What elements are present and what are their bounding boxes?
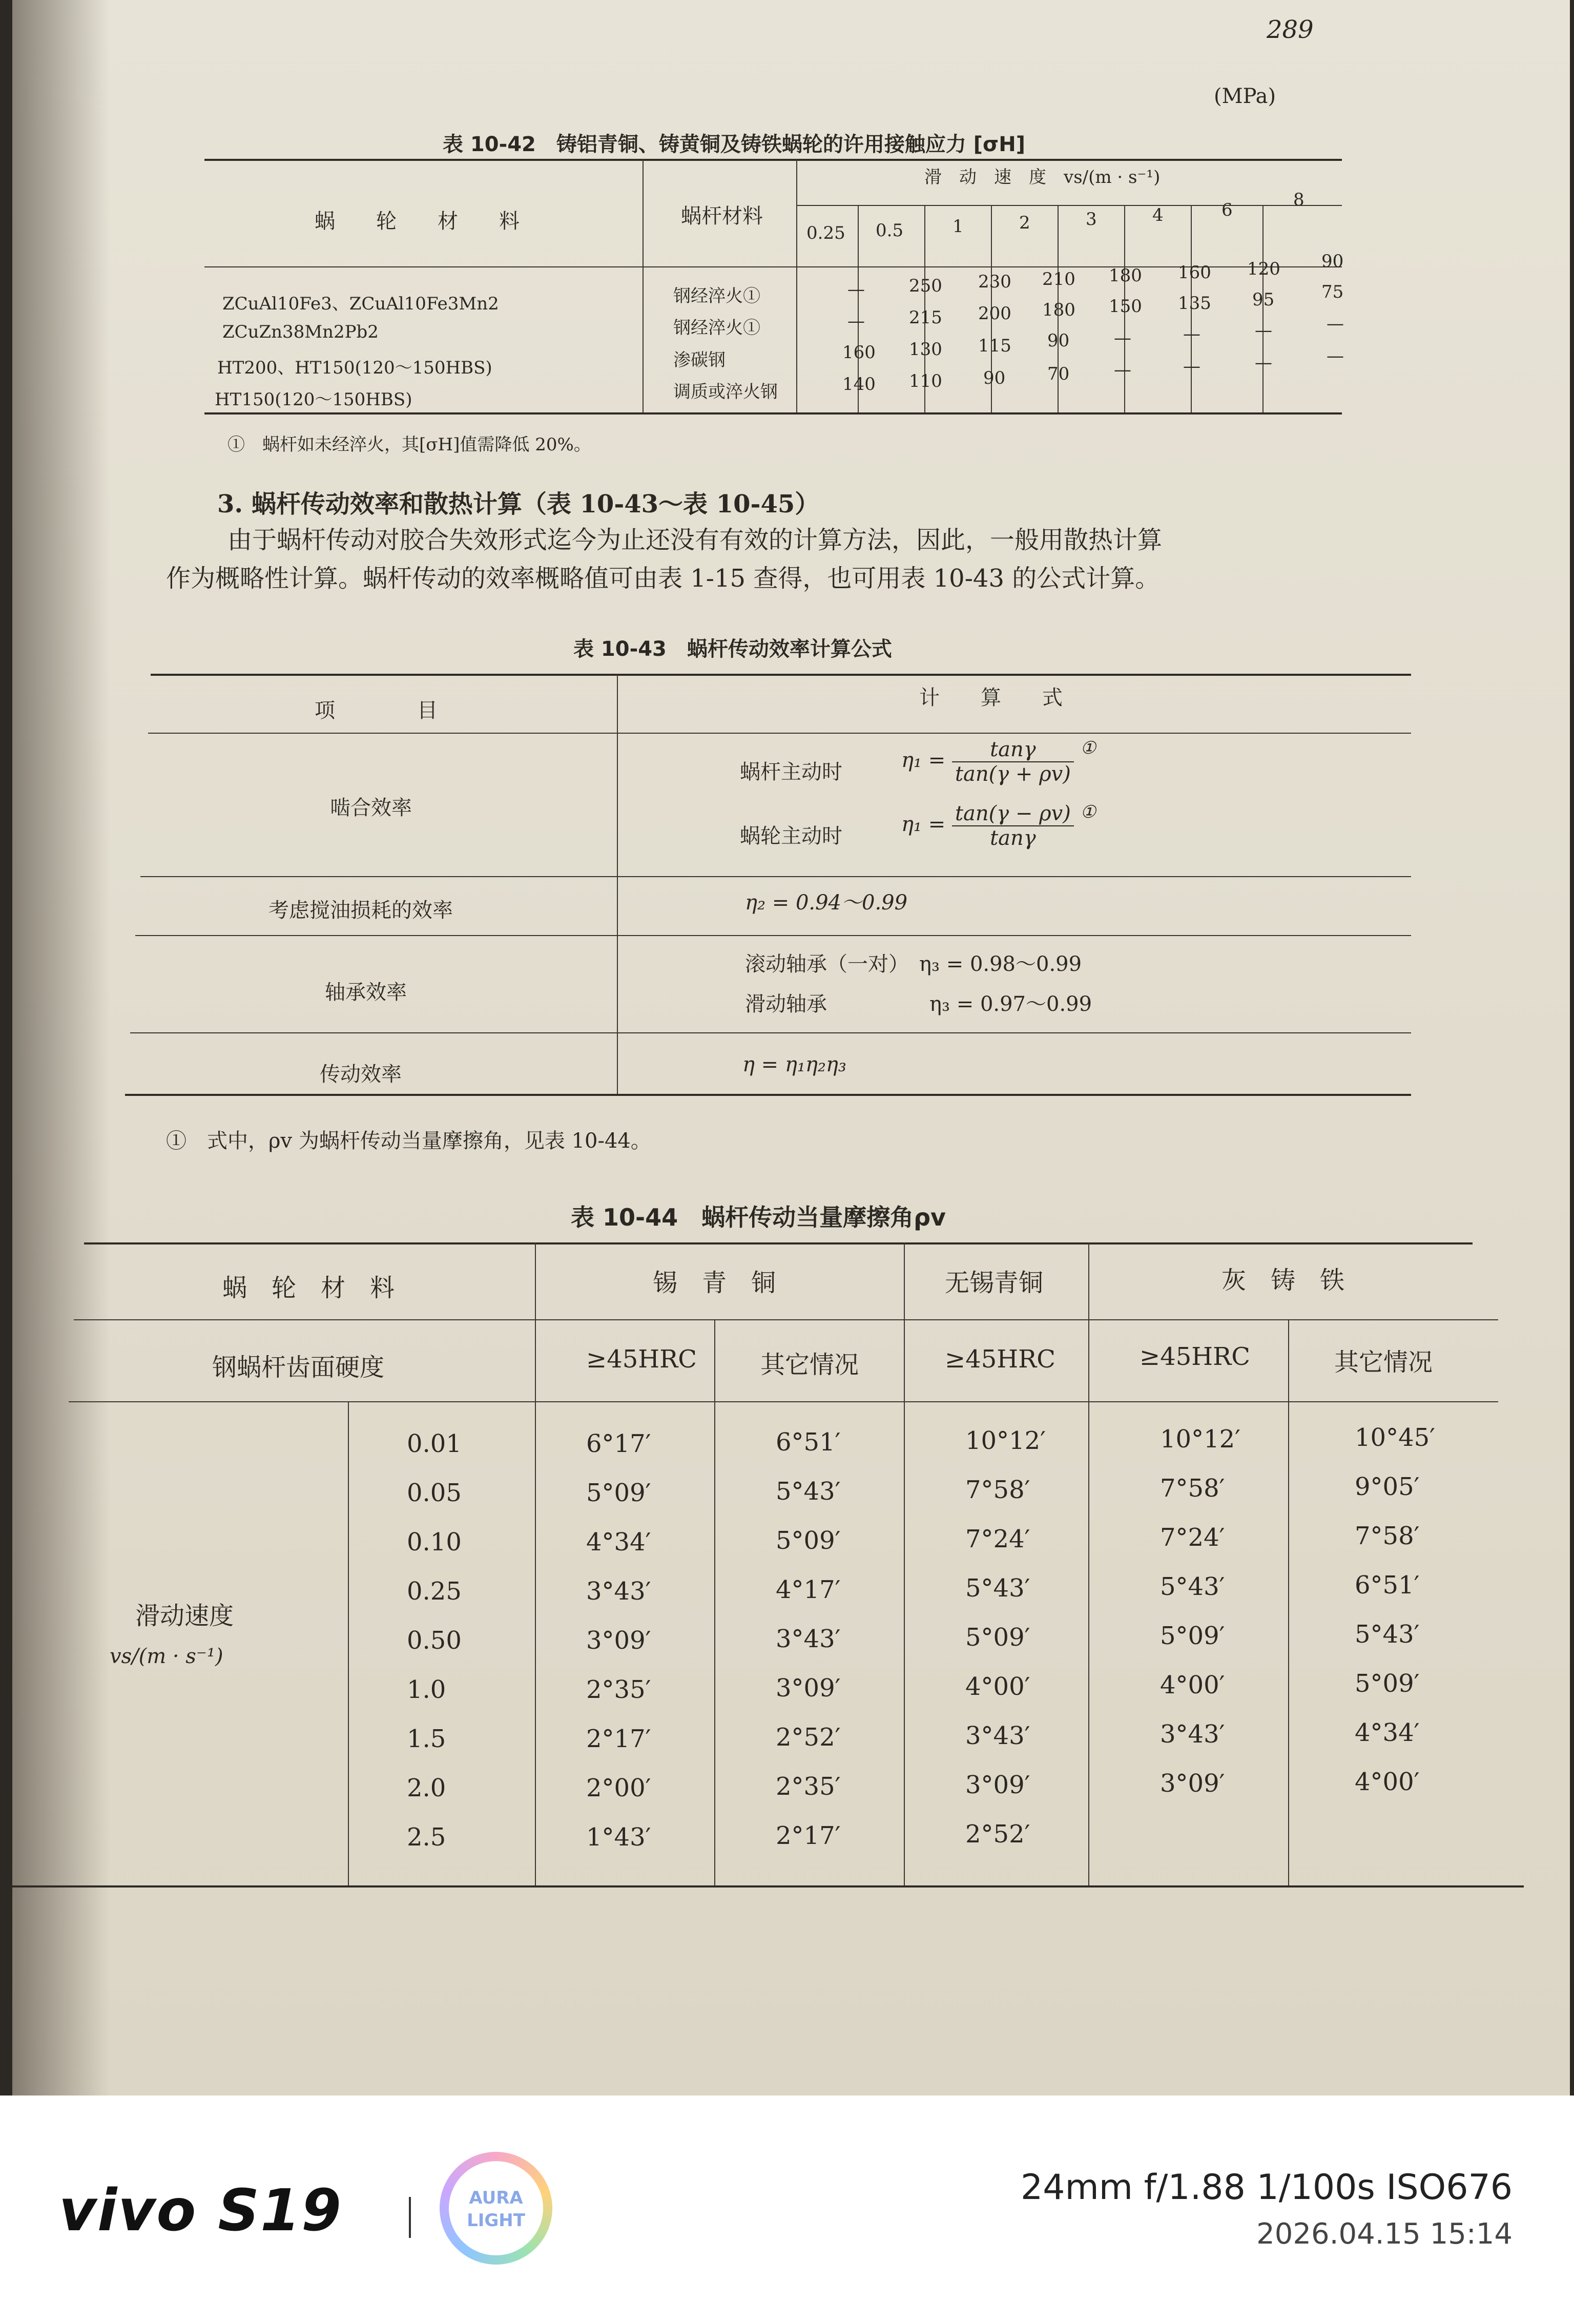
table-10-42-cell: 140 bbox=[842, 374, 876, 395]
table-10-44-top-rule bbox=[84, 1242, 1473, 1244]
table-10-43-header-formula: 计 算 式 bbox=[919, 686, 1063, 710]
speed-value-cell: 0.50 bbox=[407, 1626, 462, 1655]
table-10-42-vline bbox=[643, 159, 644, 412]
table-10-42-cell: 90 bbox=[1321, 251, 1344, 272]
table-10-42-speed-header: 6 bbox=[1221, 200, 1233, 220]
table-10-42-cell: 90 bbox=[1047, 330, 1070, 351]
friction-angle-cell: 2°00′ bbox=[586, 1774, 651, 1802]
table-10-42-material: ZCuZn38Mn2Pb2 bbox=[222, 322, 379, 342]
table-10-42-speed-header: 8 bbox=[1293, 190, 1304, 210]
friction-angle-cell: 6°17′ bbox=[586, 1429, 651, 1458]
friction-angle-cell: 3°09′ bbox=[586, 1626, 651, 1655]
friction-angle-cell: 5°43′ bbox=[1160, 1572, 1225, 1601]
friction-angle-cell: 5°09′ bbox=[1355, 1669, 1420, 1698]
speed-value-cell: 0.01 bbox=[407, 1429, 462, 1458]
table-10-42-cell: 130 bbox=[909, 339, 942, 360]
table-10-44-vline bbox=[1288, 1319, 1289, 1885]
table-10-42-cell: 210 bbox=[1042, 269, 1075, 289]
table-10-42-worm-cell: 钢经淬火① bbox=[673, 286, 760, 306]
friction-angle-cell: 3°43′ bbox=[1160, 1720, 1225, 1749]
table-10-42-note: ① 蜗杆如未经淬火，其[σH]值需降低 20%。 bbox=[227, 434, 591, 455]
table-10-42-bottom-rule bbox=[204, 412, 1342, 414]
friction-angle-cell: 2°52′ bbox=[965, 1820, 1030, 1849]
speed-value-cell: 2.0 bbox=[407, 1774, 446, 1802]
formula-denominator: tanγ bbox=[990, 826, 1036, 850]
formula-denominator: tan(γ + ρv) bbox=[955, 762, 1071, 786]
friction-angle-cell: 7°58′ bbox=[1160, 1474, 1225, 1503]
table-10-42-cell: 120 bbox=[1247, 259, 1280, 279]
camera-watermark-bar bbox=[0, 2095, 1574, 2324]
table-10-44-header-rule-2 bbox=[69, 1401, 1498, 1402]
footnote-mark: ① bbox=[1080, 738, 1096, 758]
friction-angle-cell: 5°43′ bbox=[965, 1574, 1030, 1603]
speed-value-cell: 1.0 bbox=[407, 1675, 446, 1704]
table-10-43-total-formula: η = η₁η₂η₃ bbox=[742, 1053, 846, 1076]
table-10-43-sliding-bearing: 滑动轴承 η₃ = 0.97～0.99 bbox=[745, 992, 1092, 1016]
table-10-43-row-rule bbox=[135, 935, 1411, 936]
camera-brand-logo: vivo S19 bbox=[59, 2177, 342, 2244]
table-10-44-vline bbox=[714, 1319, 715, 1885]
friction-angle-cell: 4°34′ bbox=[1355, 1718, 1420, 1747]
table-10-44-col-header: 其它情况 bbox=[1334, 1348, 1433, 1377]
friction-angle-cell: 4°34′ bbox=[586, 1528, 651, 1557]
table-10-42-unit: (MPa) bbox=[1214, 85, 1276, 108]
table-10-44-speed-unit: vs/(m · s⁻¹) bbox=[110, 1645, 223, 1668]
table-10-42-worm-cell: 钢经淬火① bbox=[673, 318, 760, 338]
table-10-42-cell: 95 bbox=[1252, 289, 1275, 310]
book-page bbox=[12, 0, 1570, 2095]
table-10-43-note: ① 式中，ρv 为蜗杆传动当量摩擦角，见表 10-44。 bbox=[166, 1129, 651, 1153]
table-10-42-cell: 250 bbox=[909, 276, 942, 296]
table-10-44-bottom-rule bbox=[12, 1885, 1524, 1887]
table-10-42-worm-cell: 调质或淬火钢 bbox=[673, 382, 778, 402]
friction-angle-cell: 4°00′ bbox=[965, 1672, 1030, 1701]
table-10-44-header-wheel-material: 蜗 轮 材 料 bbox=[222, 1274, 395, 1302]
table-10-44-col-header: 其它情况 bbox=[760, 1351, 859, 1379]
friction-angle-cell: 7°24′ bbox=[1160, 1523, 1225, 1552]
table-10-42-cell: — bbox=[1327, 346, 1344, 366]
aura-light-badge bbox=[440, 2152, 552, 2265]
formula-numerator: tan(γ − ρv) bbox=[952, 802, 1074, 826]
table-10-44-vline bbox=[904, 1242, 905, 1885]
speed-value-cell: 0.05 bbox=[407, 1479, 462, 1507]
table-10-42-speed-header: 1 bbox=[952, 216, 964, 237]
friction-angle-cell: 5°43′ bbox=[1355, 1620, 1420, 1649]
table-10-42-header-worm-material: 蜗杆材料 bbox=[681, 204, 763, 228]
table-10-43-rolling-bearing: 滚动轴承（一对） η₃ = 0.98～0.99 bbox=[745, 952, 1082, 976]
capture-datetime: 2026.04.15 15:14 bbox=[1256, 2217, 1513, 2251]
table-10-42-cell: 180 bbox=[1042, 300, 1075, 320]
friction-angle-cell: 5°09′ bbox=[965, 1623, 1030, 1652]
friction-angle-cell: 7°58′ bbox=[1355, 1522, 1420, 1550]
table-10-42-cell: — bbox=[1114, 328, 1131, 348]
table-10-43-worm-drive-label: 蜗杆主动时 bbox=[740, 760, 842, 784]
table-10-42-cell: — bbox=[847, 279, 865, 300]
divider bbox=[409, 2197, 411, 2238]
table-10-42-cell: — bbox=[1183, 356, 1200, 377]
friction-angle-cell: 7°24′ bbox=[965, 1525, 1030, 1553]
table-10-43-header-rule bbox=[148, 733, 1411, 734]
table-10-42-cell: 230 bbox=[978, 272, 1011, 292]
table-10-43-row-rule bbox=[130, 1032, 1411, 1033]
page-spine-shadow bbox=[12, 0, 110, 2095]
table-10-42-material: ZCuAl10Fe3、ZCuAl10Fe3Mn2 bbox=[222, 294, 499, 314]
table-10-42-header-wheel-material: 蜗 轮 材 料 bbox=[315, 210, 520, 233]
table-10-42-cell: 70 bbox=[1047, 364, 1070, 384]
table-10-42-cell: 150 bbox=[1109, 296, 1142, 317]
table-10-42-cell: 135 bbox=[1178, 293, 1211, 314]
table-10-43-top-rule bbox=[151, 674, 1411, 676]
table-10-42-worm-cell: 渗碳钢 bbox=[673, 350, 726, 370]
table-10-44-vline bbox=[1088, 1242, 1089, 1885]
friction-angle-cell: 3°43′ bbox=[586, 1577, 651, 1606]
table-10-42-cell: — bbox=[1327, 314, 1344, 334]
friction-angle-cell: 4°00′ bbox=[1160, 1671, 1225, 1699]
speed-value-cell: 2.5 bbox=[407, 1823, 446, 1852]
table-10-42-material: HT150(120～150HBS) bbox=[215, 389, 412, 410]
table-10-43-worm-drive-formula bbox=[901, 738, 1096, 786]
table-10-43-bearing-label: 轴承效率 bbox=[325, 981, 407, 1004]
table-10-43-total-label: 传动效率 bbox=[320, 1063, 402, 1086]
table-10-43-oil-label: 考虑搅油损耗的效率 bbox=[268, 899, 453, 922]
table-10-42-header-rule-2 bbox=[204, 266, 1342, 267]
table-10-44-col-header: ≥45HRC bbox=[1140, 1342, 1251, 1371]
friction-angle-cell: 6°51′ bbox=[776, 1428, 841, 1457]
footnote-mark: ① bbox=[1080, 802, 1096, 822]
table-10-42-cell: 200 bbox=[978, 303, 1011, 324]
section-paragraph-line: 由于蜗杆传动对胶合失效形式迄今为止还没有有效的计算方法，因此，一般用散热计算 bbox=[227, 526, 1163, 554]
friction-angle-cell: 3°09′ bbox=[776, 1674, 841, 1703]
table-10-42-vline bbox=[796, 159, 797, 412]
table-10-43-row-rule bbox=[140, 876, 1411, 877]
table-10-42-material: HT200、HT150(120～150HBS) bbox=[217, 358, 492, 378]
friction-angle-cell: 2°17′ bbox=[776, 1821, 841, 1850]
speed-value-cell: 0.10 bbox=[407, 1528, 462, 1557]
table-10-42-speed-header: 0.25 bbox=[806, 223, 845, 243]
formula-fraction bbox=[952, 802, 1074, 850]
friction-angle-cell: 5°09′ bbox=[1160, 1622, 1225, 1650]
friction-angle-cell: 2°35′ bbox=[776, 1772, 841, 1801]
table-10-44-col-header: ≥45HRC bbox=[586, 1345, 697, 1374]
table-10-44-col-header: ≥45HRC bbox=[945, 1345, 1056, 1374]
formula-fraction bbox=[952, 738, 1074, 786]
table-10-42-cell: — bbox=[1255, 320, 1272, 341]
friction-angle-cell: 4°00′ bbox=[1355, 1768, 1420, 1796]
table-10-42-cell: 215 bbox=[909, 307, 942, 328]
aura-badge-line-2: LIGHT bbox=[467, 2210, 525, 2231]
exif-settings: 24mm f/1.88 1/100s ISO676 bbox=[1020, 2167, 1513, 2208]
formula-lhs: η₁ = bbox=[901, 749, 946, 772]
table-10-43-oil-formula: η₂ = 0.94～0.99 bbox=[745, 891, 908, 915]
friction-angle-cell: 3°43′ bbox=[776, 1625, 841, 1653]
table-10-42-cell: 160 bbox=[842, 342, 876, 363]
friction-angle-cell: 3°43′ bbox=[965, 1721, 1030, 1750]
friction-angle-cell: 10°45′ bbox=[1355, 1423, 1436, 1452]
table-10-42-cell: — bbox=[1255, 352, 1272, 373]
table-10-42-cell: 160 bbox=[1178, 262, 1211, 283]
table-10-42-cell: — bbox=[847, 311, 865, 331]
friction-angle-cell: 3°09′ bbox=[1160, 1769, 1225, 1798]
table-10-42-speed-header: 4 bbox=[1152, 205, 1164, 225]
page-number: 289 bbox=[1267, 15, 1314, 44]
friction-angle-cell: 5°09′ bbox=[586, 1479, 651, 1507]
friction-angle-cell: 4°17′ bbox=[776, 1575, 841, 1604]
table-10-44-speed-label: 滑动速度 bbox=[135, 1602, 234, 1630]
table-10-42-cell: 90 bbox=[983, 368, 1006, 388]
table-10-43-mesh-label: 啮合效率 bbox=[330, 796, 412, 820]
table-10-43-vline bbox=[617, 674, 618, 1094]
table-10-42-cell: 115 bbox=[978, 336, 1011, 356]
table-10-43-wheel-drive-label: 蜗轮主动时 bbox=[740, 824, 842, 848]
friction-angle-cell: 9°05′ bbox=[1355, 1472, 1420, 1501]
table-10-42-cell: 180 bbox=[1109, 265, 1142, 286]
table-10-42-caption: 表 10-42 铸铝青铜、铸黄铜及铸铁蜗轮的许用接触应力 [σH] bbox=[443, 133, 1025, 156]
table-10-42-top-rule bbox=[204, 159, 1342, 161]
friction-angle-cell: 6°51′ bbox=[1355, 1571, 1420, 1600]
friction-angle-cell: 2°35′ bbox=[586, 1675, 651, 1704]
table-10-44-header-non-tin-bronze: 无锡青铜 bbox=[945, 1269, 1044, 1297]
friction-angle-cell: 2°17′ bbox=[586, 1725, 651, 1753]
table-10-42-speed-header: 2 bbox=[1019, 213, 1030, 233]
table-10-43-caption: 表 10-43 蜗杆传动效率计算公式 bbox=[573, 637, 892, 661]
table-10-42-speed-header: 0.5 bbox=[876, 220, 904, 241]
table-10-44-vline bbox=[348, 1401, 349, 1885]
table-10-42-cell: 110 bbox=[909, 371, 942, 391]
table-10-43-header-item: 项 目 bbox=[315, 699, 438, 722]
table-10-44-caption: 表 10-44 蜗杆传动当量摩擦角ρv bbox=[571, 1204, 946, 1231]
table-10-43-wheel-drive-formula bbox=[901, 802, 1096, 850]
friction-angle-cell: 7°58′ bbox=[965, 1476, 1030, 1504]
aura-light-badge-inner bbox=[449, 2161, 543, 2255]
friction-angle-cell: 1°43′ bbox=[586, 1823, 651, 1852]
friction-angle-cell: 10°12′ bbox=[1160, 1425, 1241, 1454]
friction-angle-cell: 5°09′ bbox=[776, 1526, 841, 1555]
friction-angle-cell: 5°43′ bbox=[776, 1477, 841, 1506]
table-10-42-cell: — bbox=[1114, 360, 1131, 380]
table-10-42-cell: 75 bbox=[1321, 282, 1344, 302]
section-paragraph-line: 作为概略性计算。蜗杆传动的效率概略值可由表 1-15 查得，也可用表 10-43 的公式计算。 bbox=[166, 564, 1160, 593]
table-10-44-header-hardness: 钢蜗杆齿面硬度 bbox=[212, 1353, 385, 1382]
table-10-42-cell: — bbox=[1183, 324, 1200, 344]
table-10-42-speed-header: 3 bbox=[1086, 209, 1097, 230]
speed-value-cell: 0.25 bbox=[407, 1577, 462, 1606]
table-10-42-header-speed: 滑 动 速 度 vs/(m · s⁻¹) bbox=[924, 167, 1161, 188]
formula-numerator: tanγ bbox=[952, 738, 1074, 762]
table-10-42-header-rule-1 bbox=[796, 205, 1342, 206]
speed-value-cell: 1.5 bbox=[407, 1725, 446, 1753]
aura-badge-line-1: AURA bbox=[469, 2188, 523, 2208]
formula-lhs: η₁ = bbox=[901, 813, 946, 836]
table-10-44-header-grey-iron: 灰 铸 铁 bbox=[1221, 1266, 1345, 1295]
table-10-44-header-tin-bronze: 锡 青 铜 bbox=[653, 1269, 776, 1297]
table-10-44-vline bbox=[535, 1242, 536, 1885]
friction-angle-cell: 3°09′ bbox=[965, 1771, 1030, 1799]
friction-angle-cell: 10°12′ bbox=[965, 1426, 1046, 1455]
section-heading: 3. 蜗杆传动效率和散热计算（表 10-43～表 10-45） bbox=[217, 490, 820, 518]
table-10-43-bottom-rule bbox=[125, 1094, 1411, 1096]
table-10-44-header-rule-1 bbox=[74, 1319, 1498, 1320]
friction-angle-cell: 2°52′ bbox=[776, 1723, 841, 1752]
